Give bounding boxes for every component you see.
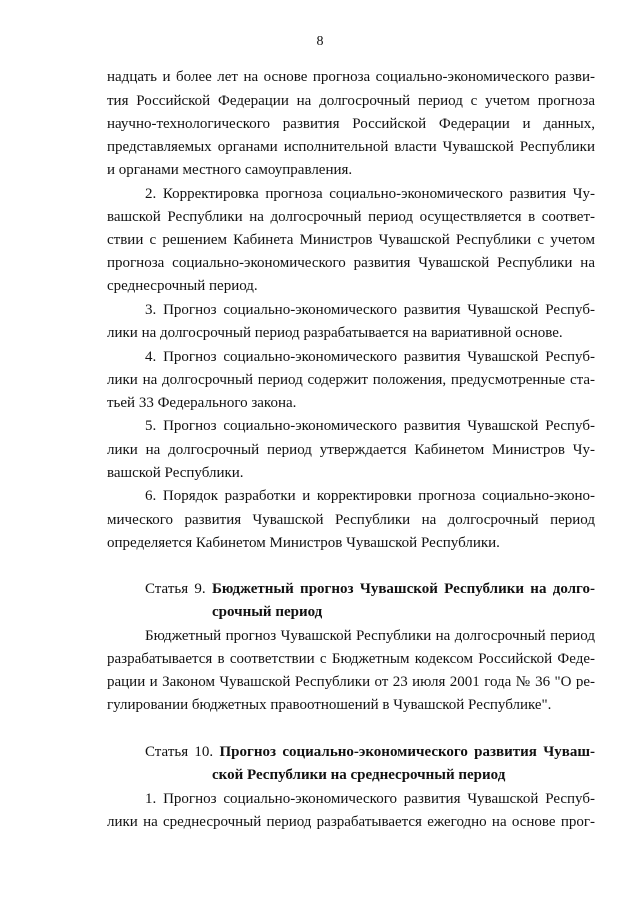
paragraph-line: лики на долгосрочный период содержит положения, предусмотренные ста- [107,372,595,388]
paragraph-line: рации и Законом Чувашской Республики от 23 июля 2001 года № 36 "О ре- [107,674,595,690]
paragraph-line: разрабатывается в соответствии с Бюджетным кодексом Российской Феде- [107,651,595,667]
article-10-prefix: Статья 10. [145,744,214,760]
paragraph-line: 2. Корректировка прогноза социально-экономического развития Чу- [145,186,595,202]
paragraph-line: Бюджетный прогноз Чувашской Республики на долгосрочный период [145,628,595,644]
article-10-title: Прогноз социально-экономического развития Чуваш- [219,744,596,760]
paragraph-line: лики на среднесрочный период разрабатывается ежегодно на основе прог- [107,814,595,830]
article-10-heading-cont [212,765,595,785]
paragraph-line: 1. Прогноз социально-экономического развития Чувашской Респуб- [145,791,595,807]
article-9-title: Бюджетный прогноз Чувашской Республики на долго- [211,581,595,597]
paragraph-line: среднесрочный период. [107,278,258,294]
article-9-title-cont: срочный период [212,604,323,620]
paragraph-line: лики на долгосрочный период разрабатывается на вариативной основе. [107,325,563,341]
paragraph-line: научно-технологического развития Российской Федерации и данных, [107,116,595,132]
article-9-heading-cont [212,602,595,622]
article-9-prefix: Статья 9. [145,581,206,597]
paragraph-line: 5. Прогноз социально-экономического развития Чувашской Респуб- [145,418,595,434]
paragraph-line: тьей 33 Федерального закона. [107,395,297,411]
paragraph-line: 6. Порядок разработки и корректировки прогноза социально-эконо- [145,488,595,504]
article-10-heading [145,742,595,762]
paragraph-line: гулировании бюджетных правоотношений в Чувашской Республике". [107,697,552,713]
paragraph-line: прогноза социально-экономического развития Чувашской Республики на [107,255,595,271]
paragraph-line: определяется Кабинетом Министров Чувашской Республики. [107,535,500,551]
paragraph-line: лики на долгосрочный период утверждается Кабинетом Министров Чу- [107,442,595,458]
paragraph-line: тия Российской Федерации на долгосрочный период с учетом прогноза [107,93,595,109]
paragraph-line: вашской Республики. [107,465,244,481]
page-number: 8 [316,34,324,49]
paragraph-line: 3. Прогноз социально-экономического развития Чувашской Респуб- [145,302,595,318]
article-9-heading [145,579,595,599]
article-10-title-cont: ской Республики на среднесрочный период [212,767,506,783]
paragraph-line: мического развития Чувашской Республики на долгосрочный период [107,512,595,528]
paragraph-line: представляемых органами исполнительной власти Чувашской Республики [107,139,595,155]
paragraph-line: и органами местного самоуправления. [107,162,353,178]
paragraph-line: надцать и более лет на основе прогноза социально-экономического разви- [107,69,595,85]
paragraph-line: 4. Прогноз социально-экономического развития Чувашской Респуб- [145,349,595,365]
paragraph-line: вашской Республики на долгосрочный период осуществляется в соответ- [107,209,595,225]
paragraph-line: ствии с решением Кабинета Министров Чувашской Республики с учетом [107,232,595,248]
